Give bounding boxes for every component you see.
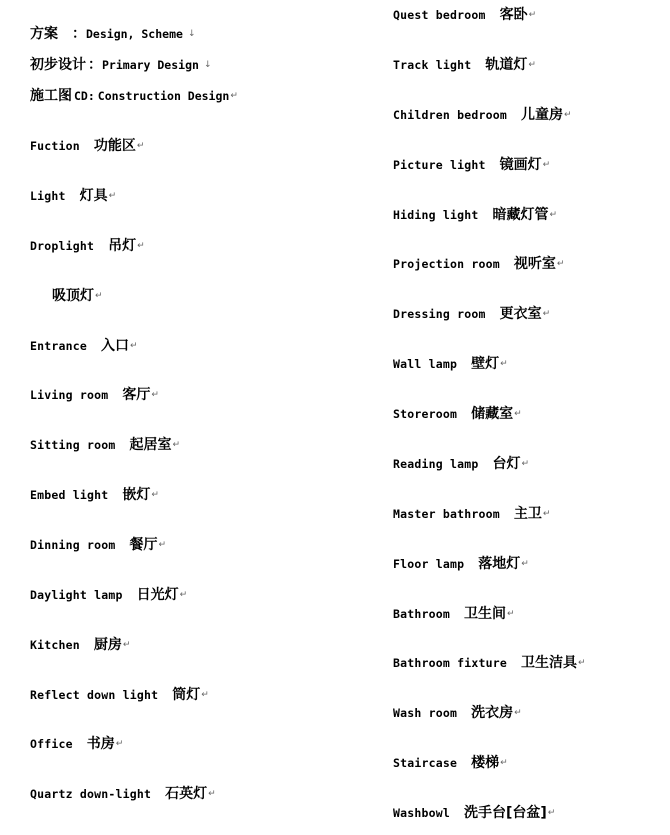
- paragraph-mark: ↵: [179, 589, 188, 600]
- paragraph-mark: ↵: [514, 707, 522, 718]
- term-zh: 轨道灯: [485, 57, 528, 73]
- paragraph-mark: ↵: [542, 159, 551, 170]
- term-zh: 功能区: [93, 138, 136, 154]
- term-en: Storeroom: [393, 407, 458, 421]
- paragraph-mark: ↵: [158, 539, 167, 550]
- term-zh: 吊灯: [108, 238, 137, 254]
- term-zh: 视听室: [513, 256, 556, 272]
- term-zh: 镜画灯: [499, 157, 542, 173]
- term-en: Hiding light: [393, 208, 479, 222]
- term-zh: 灯具: [79, 188, 108, 204]
- term-row: [393, 106, 572, 122]
- term-en: Entrance: [30, 339, 87, 353]
- term-row: [393, 804, 555, 820]
- paragraph-mark: ↵: [230, 90, 238, 101]
- paragraph-mark: ↵: [563, 109, 572, 120]
- term-en: Projection room: [393, 257, 500, 271]
- paragraph-mark: ↵: [137, 240, 145, 251]
- paragraph-mark: ↵: [577, 657, 586, 668]
- term-zh: 洗手台[台盆]: [464, 805, 547, 821]
- term-en: Reading lamp: [393, 457, 479, 471]
- paragraph-mark: ↵: [542, 308, 551, 319]
- term-en: Quartz down-light: [30, 787, 152, 801]
- term-zh: 卫生洁具: [520, 655, 577, 671]
- term-en: Living room: [30, 388, 109, 402]
- term-row: [30, 586, 187, 602]
- term-row: [393, 405, 522, 421]
- term-row: [393, 455, 529, 471]
- term-row: [30, 735, 123, 751]
- term-en: Sitting room: [30, 438, 116, 452]
- paragraph-mark: ↵: [151, 389, 159, 400]
- term-en: Bathroom: [393, 607, 450, 621]
- term-en: Picture light: [393, 158, 486, 172]
- header-en: Primary Design: [102, 58, 199, 72]
- paragraph-mark: ↵: [556, 258, 565, 269]
- paragraph-mark: ↵: [547, 807, 556, 818]
- term-en: Bathroom fixture: [393, 656, 507, 670]
- term-row: [393, 255, 564, 271]
- term-en: Staircase: [393, 756, 458, 770]
- term-zh: 主卫: [513, 506, 542, 522]
- paragraph-mark: ↵: [151, 489, 159, 500]
- term-zh: 厨房: [93, 637, 122, 653]
- term-en: Kitchen: [30, 638, 80, 652]
- paragraph-mark: ↵: [172, 439, 181, 450]
- header-en: Construction Design: [97, 89, 230, 103]
- term-zh: 卫生间: [464, 606, 506, 622]
- term-en: Reflect down light: [30, 688, 159, 702]
- header-en: Design, Scheme: [86, 27, 183, 41]
- term-en: Office: [30, 737, 73, 751]
- header-line-primary: [30, 56, 211, 72]
- term-row: [30, 785, 216, 801]
- term-en: Embed light: [30, 488, 109, 502]
- term-row: [393, 56, 536, 72]
- term-zh: 洗衣房: [471, 705, 514, 721]
- term-en: Fuction: [30, 139, 80, 153]
- term-zh: 嵌灯: [122, 487, 151, 503]
- term-zh: 入口: [101, 338, 129, 354]
- paragraph-mark: ↵: [514, 408, 522, 419]
- paragraph-mark: ↵: [208, 788, 216, 799]
- term-row: [393, 555, 529, 571]
- term-row: [30, 686, 209, 702]
- header-sep: ：: [72, 26, 86, 42]
- header-line-design: [30, 25, 195, 41]
- term-en: Children bedroom: [393, 108, 507, 122]
- term-row: [52, 287, 103, 303]
- term-row: [393, 505, 550, 521]
- paragraph-mark: ↓: [187, 28, 196, 39]
- term-en: Light: [30, 189, 66, 203]
- paragraph-mark: ↵: [542, 508, 551, 519]
- term-zh: 楼梯: [471, 755, 500, 771]
- term-en: Master bathroom: [393, 507, 500, 521]
- term-zh: 客卧: [499, 7, 528, 23]
- paragraph-mark: ↵: [201, 689, 209, 700]
- term-en: Dressing room: [393, 307, 486, 321]
- header-line-construction: [30, 87, 238, 103]
- paragraph-mark: ↵: [500, 757, 508, 768]
- header-zh: 方案: [30, 26, 58, 42]
- term-zh: 日光灯: [136, 587, 179, 603]
- term-row: [393, 305, 550, 321]
- term-en: Track light: [393, 58, 472, 72]
- term-en: Quest bedroom: [393, 8, 486, 22]
- term-zh: 壁灯: [471, 356, 500, 372]
- term-row: [30, 337, 138, 353]
- paragraph-mark: ↵: [136, 140, 145, 151]
- term-row: [393, 355, 508, 371]
- term-row: [393, 6, 536, 22]
- term-row: [30, 237, 145, 253]
- term-row: [30, 187, 116, 203]
- term-row: [30, 486, 159, 502]
- term-zh: 儿童房: [520, 107, 563, 123]
- term-zh: 起居室: [129, 437, 172, 453]
- term-zh: 暗藏灯管: [492, 207, 549, 223]
- term-zh: 台灯: [492, 456, 521, 472]
- term-en: Floor lamp: [393, 557, 465, 571]
- term-row: [393, 754, 508, 770]
- term-row: [393, 206, 557, 222]
- term-en: Washbowl: [393, 806, 450, 820]
- paragraph-mark: ↵: [528, 59, 536, 70]
- term-zh: 落地灯: [478, 556, 521, 572]
- paragraph-mark: ↵: [108, 190, 117, 201]
- header-sep: ：: [88, 57, 102, 73]
- term-zh: 石英灯: [165, 786, 208, 802]
- term-row: [30, 386, 159, 402]
- term-zh: 更衣室: [499, 306, 542, 322]
- paragraph-mark: ↵: [549, 209, 558, 220]
- term-en: Dinning room: [30, 538, 116, 552]
- paragraph-mark: ↵: [95, 290, 103, 301]
- paragraph-mark: ↵: [130, 340, 138, 351]
- term-zh: 筒灯: [172, 687, 201, 703]
- term-row: [393, 156, 550, 172]
- term-row: [30, 636, 130, 652]
- paragraph-mark: ↵: [500, 358, 508, 369]
- paragraph-mark: ↵: [115, 738, 124, 749]
- term-row: [30, 137, 144, 153]
- term-row: [393, 704, 522, 720]
- term-zh: 储藏室: [471, 406, 514, 422]
- header-zh: 初步设计: [30, 57, 86, 73]
- term-en: Wall lamp: [393, 357, 458, 371]
- term-en: Daylight lamp: [30, 588, 123, 602]
- paragraph-mark: ↵: [528, 9, 537, 20]
- term-row: [393, 654, 586, 670]
- term-zh: 吸顶灯: [52, 288, 94, 304]
- term-zh: 书房: [86, 736, 115, 752]
- term-zh: 客厅: [122, 387, 151, 403]
- paragraph-mark: ↵: [507, 608, 515, 619]
- term-row: [30, 436, 180, 452]
- paragraph-mark: ↵: [521, 458, 530, 469]
- term-en: Droplight: [30, 239, 95, 253]
- paragraph-mark: ↓: [203, 59, 212, 70]
- header-sep: CD:: [74, 89, 95, 103]
- term-zh: 餐厅: [129, 537, 158, 553]
- header-zh: 施工图: [30, 88, 72, 104]
- paragraph-mark: ↵: [122, 639, 131, 650]
- term-row: [393, 605, 515, 621]
- term-row: [30, 536, 166, 552]
- paragraph-mark: ↵: [521, 558, 529, 569]
- term-en: Wash room: [393, 706, 458, 720]
